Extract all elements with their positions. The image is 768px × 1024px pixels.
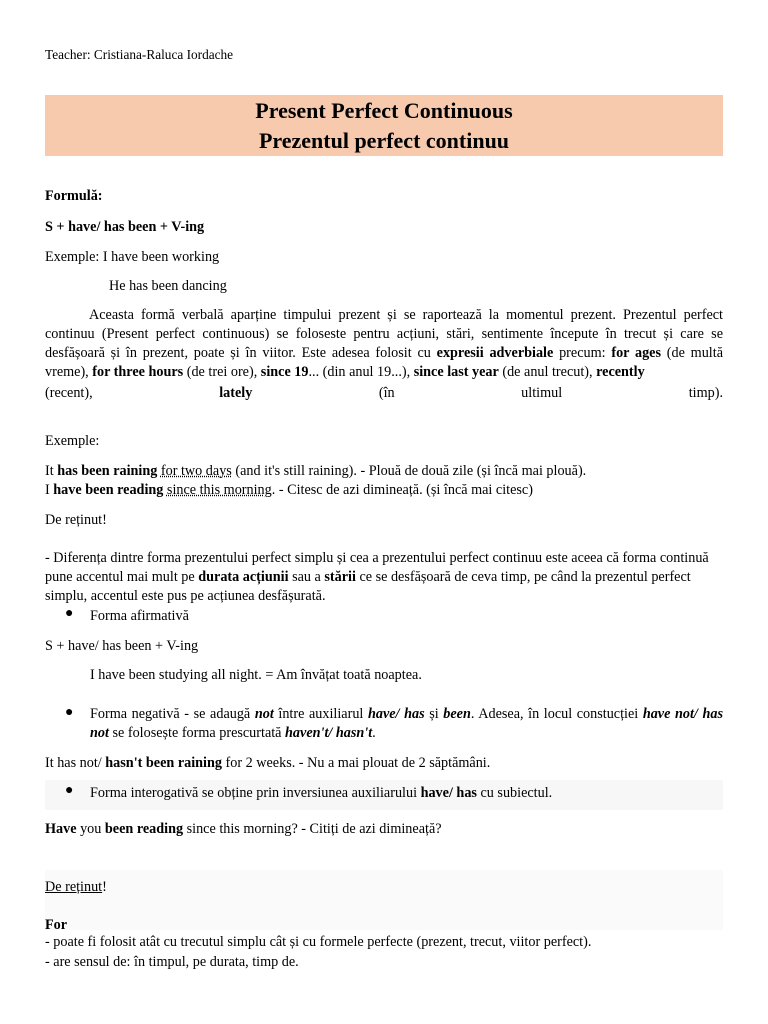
for-line-1: - poate fi folosit atât cu trecutul simplu cât și cu formele perfecte (prezent, trecut, viitor perfect). xyxy=(45,934,592,950)
example-raining: It has been raining for two days (and it's still raining). - Plouă de două zile (și încă mai plouă). xyxy=(45,463,587,479)
title-romanian: Prezentul perfect continuu xyxy=(258,128,510,153)
for-line-2: - are sensul de: în timpul, pe durata, timp de. xyxy=(45,954,299,970)
formula-label: Formulă: xyxy=(45,188,103,204)
teacher-name: Teacher: Cristiana-Raluca Iordache xyxy=(45,47,234,62)
affirmative-rule: S + have/ has been + V-ing xyxy=(45,638,199,654)
for-label: For xyxy=(45,917,68,933)
shaded-band xyxy=(45,870,723,930)
bullet-icon: ● xyxy=(65,606,74,621)
negative-paragraph: Forma negativă - se adaugă not între auxiliarul have/ has și been. Adesea, în locul constucției have not/ has not se folosește forma prescurtată haven't/ hasn't. xyxy=(90,706,723,741)
title-english: Present Perfect Continuous xyxy=(255,98,513,123)
examples-label: Exemple: xyxy=(45,433,100,449)
bullet-icon: ● xyxy=(65,705,74,720)
affirmative-example: I have been studying all night. = Am învățat toată noaptea. xyxy=(90,667,422,683)
intro-last-line: (recent), lately (în ultimul timp). xyxy=(45,385,723,401)
bullet-icon: ● xyxy=(65,783,74,798)
interrogative-example: Have you been reading since this morning? - Citiți de azi dimineață? xyxy=(45,821,442,837)
note-paragraph: - Diferența dintre forma prezentului perfect simplu și cea a prezentului perfect continuu este aceea că forma continuă pune accentul mai mult pe durata acțiunii sau a stării ce se desfășoară de ceva timp, pe când la prezentul perfect simplu, accentul este pus pe acțiunea desfășurată. xyxy=(45,550,709,604)
formula-example-2: He has been dancing xyxy=(109,278,227,294)
title-banner xyxy=(45,95,723,156)
note2-label: De reținut! xyxy=(45,879,107,895)
note-label: De reținut! xyxy=(45,512,107,528)
interrogative-heading: Forma interogativă se obține prin inversiunea auxiliarului have/ has cu subiectul. xyxy=(90,785,553,801)
formula-rule: S + have/ has been + V-ing xyxy=(45,219,205,235)
intro-paragraph: Aceasta formă verbală aparține timpului prezent și se raportează la momentul prezent. Prezentul perfect continuu (Present perfect continuous) se foloseste pentru acțiuni, stări, sentimente începute în trecut și care se desfășoară și în prezent, poate și în viitor. Este adesea folosit cu expresii adverbiale precum: for ages (de multă vreme), for three hours (de trei ore), since 19... (din anul 19...), since last year (de anul trecut), recently xyxy=(45,307,723,380)
negative-example: It has not/ hasn't been raining for 2 weeks. - Nu a mai plouat de 2 săptămâni. xyxy=(45,755,491,771)
example-reading: I have been reading since this morning. - Citesc de azi dimineață. (și încă mai citesc) xyxy=(45,482,533,498)
affirmative-heading: Forma afirmativă xyxy=(90,608,189,624)
formula-example-1: Exemple: I have been working xyxy=(45,249,220,265)
